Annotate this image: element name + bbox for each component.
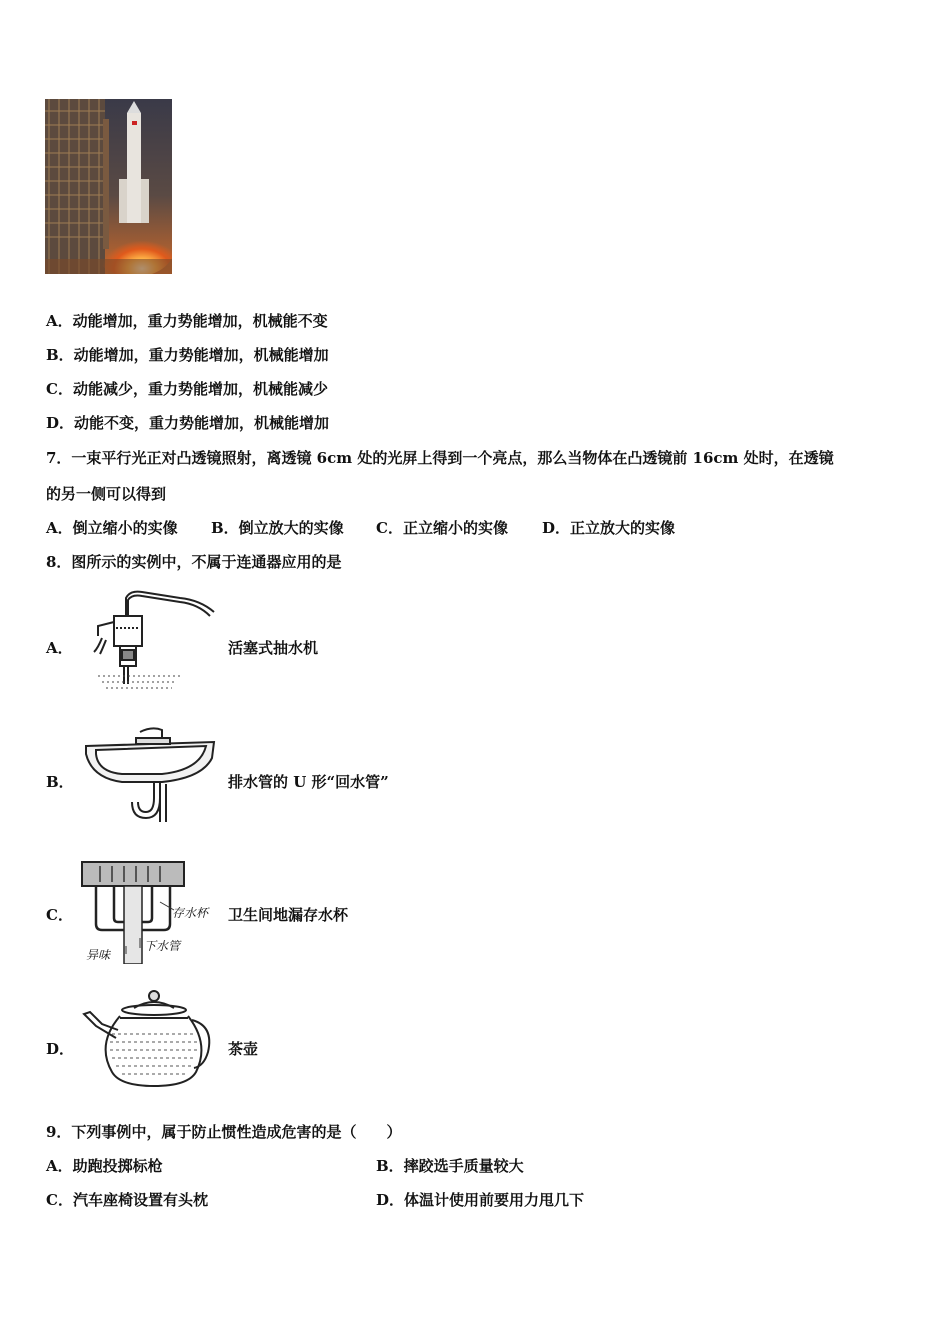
q7-option-a[interactable]: A．倒立缩小的实像 — [46, 519, 178, 537]
q7-stem-line1: 7．一束平行光正对凸透镜照射，离透镜 6cm 处的光屏上得到一个亮点，那么当物体在凸透镜前 16cm 处时，在透镜 — [46, 449, 834, 467]
q8-option-d-label[interactable]: 茶壶 — [228, 1040, 259, 1058]
q8-stem: 8．图所示的实例中，不属于连通器应用的是 — [46, 553, 342, 571]
q8-option-a-letter[interactable]: A． — [46, 639, 73, 657]
q8-option-a-label[interactable]: 活塞式抽水机 — [228, 639, 319, 657]
q8-option-b-letter[interactable]: B． — [46, 773, 74, 791]
q8-option-c-letter[interactable]: C． — [46, 906, 73, 924]
q7-option-d[interactable]: D．正立放大的实像 — [542, 519, 676, 537]
q6-option-d[interactable]: D．动能不变，重力势能增加，机械能增加 — [46, 414, 330, 432]
q7-option-c[interactable]: C．正立缩小的实像 — [376, 519, 508, 537]
piston-pump-figure — [80, 588, 220, 692]
q9-option-a[interactable]: A．助跑投掷标枪 — [46, 1157, 163, 1175]
q6-option-b[interactable]: B．动能增加，重力势能增加，机械能增加 — [46, 346, 329, 364]
q8-option-d-letter[interactable]: D． — [46, 1040, 75, 1058]
q7-option-b[interactable]: B．倒立放大的实像 — [211, 519, 344, 537]
floor-drain-smell-label: 异味 — [86, 948, 111, 962]
q9-option-c[interactable]: C．汽车座椅设置有头枕 — [46, 1191, 208, 1209]
floor-drain-pipe-label: 下水管 — [144, 939, 181, 953]
q9-option-d[interactable]: D．体温计使用前要用力甩几下 — [376, 1191, 585, 1209]
q9-stem: 9．下列事例中，属于防止惯性造成危害的是（ ） — [46, 1123, 402, 1141]
q8-option-b-label[interactable]: 排水管的 U 形“回水管” — [228, 773, 389, 791]
teapot-figure — [80, 986, 216, 1090]
q6-option-c[interactable]: C．动能减少，重力势能增加，机械能减少 — [46, 380, 328, 398]
q6-option-a[interactable]: A．动能增加，重力势能增加，机械能不变 — [46, 312, 328, 330]
sink-u-trap-figure — [82, 724, 218, 824]
q7-stem-line2: 的另一侧可以得到 — [46, 485, 167, 503]
rocket-launch-photo — [45, 99, 172, 274]
q8-option-c-label[interactable]: 卫生间地漏存水杯 — [228, 906, 349, 924]
q9-option-b[interactable]: B．摔跤选手质量较大 — [376, 1157, 524, 1175]
floor-drain-cup-label: 存水杯 — [172, 906, 209, 920]
